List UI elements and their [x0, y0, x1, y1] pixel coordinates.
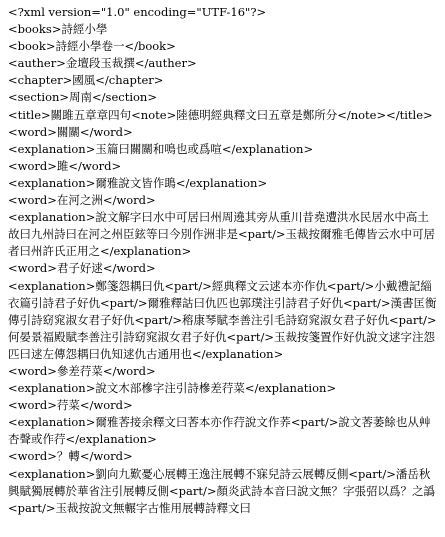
- word-line: <word>參差荇菜</word>: [8, 363, 156, 378]
- explanation-line: <explanation>說文解字曰水中可居曰州周遶其旁从重川昔堯遭洪水民居水中高土故曰九州詩曰在河之州臣鉉等曰今別作洲非是<part/>玉裁按爾雅毛傳皆云水中可居者曰州許氏正用之</explanation>: [8, 210, 435, 259]
- xml-declaration-line: <?xml version="1.0" encoding="UTF-16"?>: [8, 5, 267, 19]
- explanation-line: <explanation>說文木部槮字注引詩槮差荇菜</explanation>: [8, 381, 337, 396]
- word-line: <word>君子好逑</word>: [8, 261, 156, 276]
- auther-line: <auther>金壇段玉裁撰</auther>: [8, 56, 197, 71]
- explanation-line: <explanation>劉向九歎憂心展轉王逸注展轉不寐兒詩云展轉反側<part/>潘岳秋興賦獨展轉於華省注引展轉反側<part/>顏炎武詩本音曰說文無？字張弨以爲？之譌<part/>玉裁按說文無輾字古惟用展轉詩釋文曰: [8, 466, 435, 515]
- explanation-line: <explanation>玉篇曰關關和鳴也或爲喧</explanation>: [8, 141, 314, 156]
- explanation-line: <explanation>爾雅說文皆作鴡</explanation>: [8, 175, 268, 190]
- books-line: <books>詩經小學: [8, 22, 108, 37]
- title-line: <title>關雎五章章四句<note>陸德明經典釋文曰五章是鄭所分</note></title>: [8, 107, 433, 122]
- section-line: <section>周南</section>: [8, 90, 157, 105]
- word-line: <word>？轉</word>: [8, 449, 133, 464]
- explanation-line: <explanation>鄭箋怨耦曰仇<part/>經典釋文云逑本亦作仇<part/>小戴禮記緇衣篇引詩君子好仇<part/>爾雅釋詁曰仇匹也郭璞注引詩君子好仇<part/>漢書匡衡傳引詩窈窕淑女君子好仇<part/>穃康琴賦李善注引毛詩窈窕淑女君子好仇<part/>何晏景福殿賦李善注引詩窈窕淑女君子好仇<part/>玉裁按箋置作好仇說文逑字注怨匹曰逑左傳怨耦曰仇知逑仇古通用也</explanation>: [8, 278, 437, 361]
- book-line: <book>詩經小學卷一</book>: [8, 39, 176, 54]
- explanation-line: <explanation>爾雅莕接余釋文曰莕本亦作荇說文作荞<part/>說文莕萎餘也从艸杏聲或作荇</explanation>: [8, 415, 431, 447]
- chapter-line: <chapter>國風</chapter>: [8, 73, 164, 88]
- word-line: <word>雎</word>: [8, 158, 122, 173]
- word-line: <word>關關</word>: [8, 124, 133, 139]
- word-line: <word>荇菜</word>: [8, 398, 133, 413]
- word-line: <word>在河之洲</word>: [8, 193, 156, 208]
